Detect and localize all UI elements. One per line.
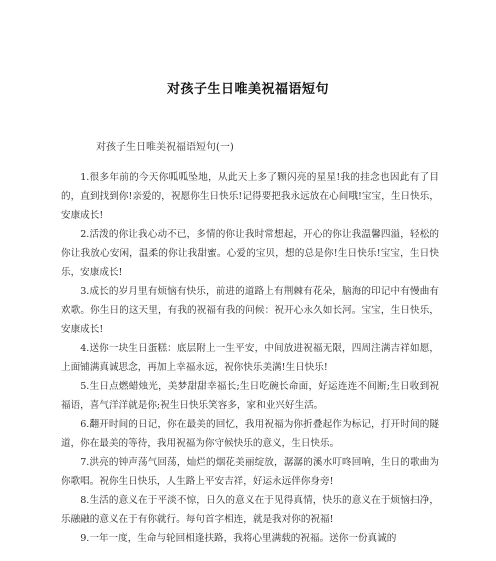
paragraph: 9.一年一度，生命与轮回相逢扶路，我将心里满载的祝福。送你一份真诚的	[80, 533, 397, 544]
paragraph: 2.活泼的你让我心动不已，多情的你让我时常想起，开心的你让我温馨四溢，轻松的你让我放心安闲，温柔的你让我甜蜜。心爱的宝贝，想的总是你!生日快乐!宝宝，生日快乐，安康成长!	[61, 229, 439, 278]
paragraph: 7.洪亮的钟声荡气回荡，灿烂的烟花美丽绽放，潺潺的溪水叮咚回响，生日的歌曲为你歌唱。祝你生日快乐，人生路上平安吉祥，好运永远伴你身旁!	[61, 457, 439, 487]
document-body	[61, 168, 439, 548]
paragraph: 8.生活的意义在于平淡不惊，日久的意义在于见得真情，快乐的意义在于烦恼扫净，乐融融的意义在于有你就行。每句首字相连，就是我对你的祝福!	[61, 495, 439, 525]
paragraph: 1.很多年前的今天你呱呱坠地，从此天上多了颗闪亮的星星!我的挂念也因此有了目的，直到找到你!亲爱的，祝愿你生日快乐!记得要把我永远放在心间哦!宝宝，生日快乐，安康成长!	[61, 172, 439, 221]
document-title: 对孩子生日唯美祝福语短句	[166, 82, 329, 97]
paragraph: 4.送你一块生日蛋糕：底层附上一生平安，中间放进祝福无限，四周注满吉祥如愿，上面铺满真诚思念，再加上幸福永远，祝你快乐美满!生日快乐!	[61, 343, 439, 373]
document-subtitle: 对孩子生日唯美祝福语短句(一)	[96, 142, 234, 153]
paragraph: 5.生日点燃蜡烛光，美梦甜甜幸福长;生日吃碗长命面，好运连连不间断;生日收到祝福语，喜气洋洋就是你;祝生日快乐笑容多，家和业兴好生活。	[61, 381, 439, 411]
paragraph: 3.成长的岁月里有烦恼有快乐，前进的道路上有荆棘有花朵，脑海的印记中有慢曲有欢歌。你生日的这天里，有我的祝福有我的问候：祝开心永久如长河。宝宝，生日快乐，安康成长!	[61, 286, 439, 335]
paragraph: 6.翻开时间的日记，你在最美的回忆，我用祝福为你折叠起作为标记，打开时间的隧道，你在最美的等待，我用祝福为你守候快乐的意义，生日快乐。	[61, 419, 439, 449]
